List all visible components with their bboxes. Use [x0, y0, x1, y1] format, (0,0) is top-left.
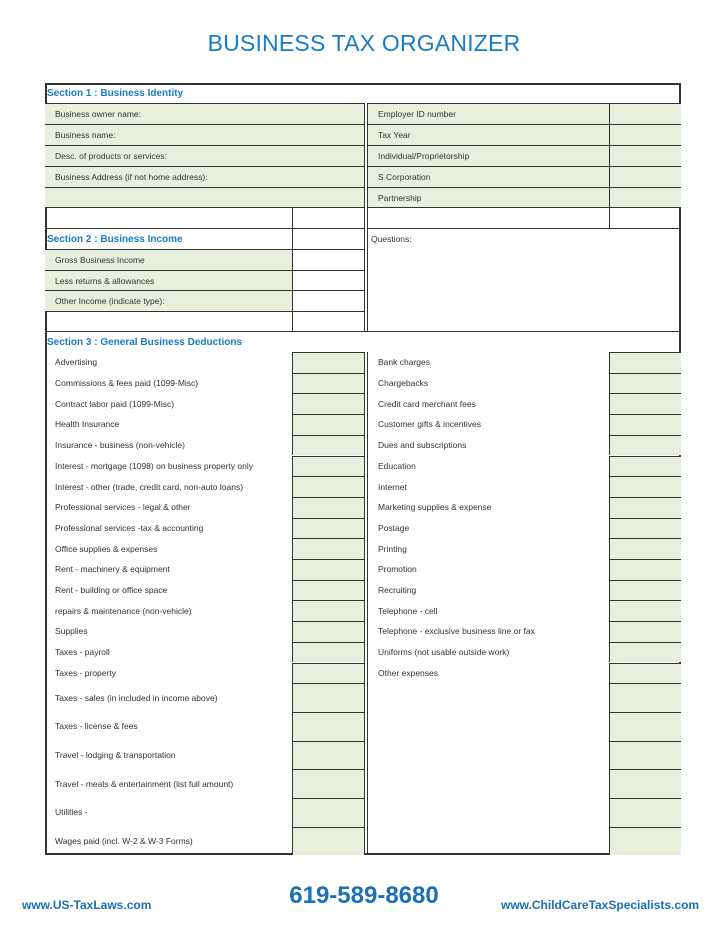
business-identity-label: Individual/Proprietorship: [368, 145, 609, 166]
deduction-amount-input[interactable]: [292, 559, 364, 580]
deduction-label: Internet: [378, 481, 407, 492]
deduction-label: Telephone - cell: [378, 605, 438, 616]
deduction-label: Promotion: [378, 564, 417, 575]
deduction-label: Printing: [378, 543, 407, 554]
income-input[interactable]: [292, 270, 364, 290]
deduction-label: Other expenses: [378, 667, 439, 678]
deduction-amount-input[interactable]: [609, 435, 681, 456]
deduction-label: Interest - other (trade, credit card, non-auto loans): [55, 481, 244, 492]
deduction-label: Dues and subscriptions: [378, 440, 467, 451]
business-identity-label: S Corporation: [368, 166, 609, 187]
deduction-amount-input[interactable]: [609, 600, 681, 621]
deduction-label: Customer gifts & incentives: [378, 419, 481, 430]
blank-input[interactable]: [609, 207, 681, 228]
deduction-amount-input[interactable]: [609, 741, 681, 770]
deduction-amount-input[interactable]: [292, 352, 364, 373]
deduction-label: Marketing supplies & expense: [378, 502, 492, 513]
deduction-amount-input[interactable]: [292, 798, 364, 827]
business-identity-input[interactable]: [609, 124, 681, 145]
deduction-amount-input[interactable]: [609, 663, 681, 684]
business-identity-label: Partnership: [368, 187, 609, 207]
deduction-label: Rent - building or office space: [55, 585, 168, 596]
deduction-label: Rent - machinery & equipment: [55, 564, 170, 575]
deduction-amount-input[interactable]: [292, 497, 364, 518]
deduction-amount-input[interactable]: [292, 712, 364, 741]
section3-heading: Section 3 : General Business Deductions: [45, 331, 681, 352]
deduction-amount-input[interactable]: [292, 600, 364, 621]
deduction-label: Education: [378, 460, 416, 471]
footer-right-url[interactable]: www.ChildCareTaxSpecialists.com: [501, 898, 700, 912]
deduction-label: Advertising: [55, 357, 98, 368]
income-input[interactable]: [292, 228, 364, 249]
deduction-amount-input[interactable]: [292, 642, 364, 663]
section2-heading: Section 2 : Business Income: [45, 228, 292, 249]
deduction-amount-input[interactable]: [292, 580, 364, 601]
deduction-amount-input[interactable]: [292, 456, 364, 477]
deduction-label: Wages paid (incl. W-2 & W-3 Forms): [55, 836, 193, 847]
deduction-amount-input[interactable]: [609, 642, 681, 663]
deduction-amount-input[interactable]: [609, 798, 681, 827]
business-identity-input[interactable]: [609, 166, 681, 187]
deduction-label: Credit card merchant fees: [378, 398, 476, 409]
deduction-amount-input[interactable]: [292, 621, 364, 642]
deduction-label: Travel - meals & entertainment (list full amount): [55, 778, 234, 789]
income-label: Gross Business Income: [45, 249, 292, 270]
questions-field[interactable]: Questions:: [368, 228, 681, 331]
deduction-amount-input[interactable]: [292, 769, 364, 798]
deduction-amount-input[interactable]: [292, 827, 364, 856]
deduction-label: Supplies: [55, 626, 88, 637]
column-divider: [364, 103, 368, 331]
deduction-amount-input[interactable]: [609, 497, 681, 518]
other-income-type-field[interactable]: [45, 311, 292, 331]
business-identity-field[interactable]: Business owner name:: [45, 103, 364, 124]
deduction-amount-input[interactable]: [292, 663, 364, 684]
deduction-amount-input[interactable]: [292, 435, 364, 456]
deduction-label: Telephone - exclusive business line or fax: [378, 626, 535, 637]
income-label: Other Income (indicate type):: [45, 290, 292, 311]
deduction-label: Contract labor paid (1099-Misc): [55, 398, 175, 409]
deduction-amount-input[interactable]: [292, 393, 364, 414]
page-title: BUSINESS TAX ORGANIZER: [207, 30, 521, 56]
deduction-amount-input[interactable]: [609, 518, 681, 539]
deduction-amount-input[interactable]: [292, 538, 364, 559]
income-input[interactable]: [292, 290, 364, 311]
blank-input[interactable]: [292, 207, 364, 228]
deduction-amount-input[interactable]: [609, 352, 681, 373]
footer-phone: 619-589-8680: [289, 882, 439, 909]
deduction-amount-input[interactable]: [609, 559, 681, 580]
business-identity-label: Employer ID number: [368, 103, 609, 124]
income-label: Less returns & allowances: [45, 270, 292, 290]
deduction-amount-input[interactable]: [609, 827, 681, 856]
deduction-label: Uniforms (not usable outside work): [378, 647, 510, 658]
blank-row: [45, 207, 292, 228]
deduction-label: Taxes - property: [55, 667, 116, 678]
business-identity-input[interactable]: [609, 145, 681, 166]
business-identity-field[interactable]: Desc. of products or services:: [45, 145, 364, 166]
deduction-amount-input[interactable]: [609, 393, 681, 414]
deduction-label: Recruiting: [378, 585, 417, 596]
deduction-amount-input[interactable]: [609, 580, 681, 601]
deduction-label: Commissions & fees paid (1099-Misc): [55, 378, 199, 389]
deduction-label: Taxes - payroll: [55, 647, 110, 658]
deduction-amount-input[interactable]: [609, 538, 681, 559]
deduction-label: Insurance - business (non-vehicle): [55, 440, 185, 451]
deduction-label: Postage: [378, 522, 410, 533]
business-identity-label: Tax Year: [368, 124, 609, 145]
deduction-label: Professional services - legal & other: [55, 502, 191, 513]
deduction-amount-input[interactable]: [609, 476, 681, 497]
deduction-label: Bank charges: [378, 357, 430, 368]
deduction-amount-input[interactable]: [292, 476, 364, 497]
deduction-label: Taxes - license & fees: [55, 721, 138, 732]
deduction-amount-input[interactable]: [609, 373, 681, 394]
deduction-label: Chargebacks: [378, 378, 429, 389]
blank-row: [368, 207, 609, 228]
deduction-label: Travel - lodging & transportation: [55, 749, 176, 760]
deduction-amount-input[interactable]: [609, 683, 681, 712]
deduction-amount-input[interactable]: [292, 373, 364, 394]
business-identity-input[interactable]: [609, 103, 681, 124]
deduction-label: Office supplies & expenses: [55, 543, 158, 554]
deduction-amount-input[interactable]: [292, 741, 364, 770]
deduction-label: Interest - mortgage (1098) on business property only: [55, 460, 253, 471]
deduction-label: Health Insurance: [55, 419, 120, 430]
section1-heading: Section 1 : Business Identity: [47, 87, 184, 99]
deduction-amount-input[interactable]: [609, 456, 681, 477]
deduction-label: repairs & maintenance (non-vehicle): [55, 605, 192, 616]
deduction-amount-input[interactable]: [292, 518, 364, 539]
deduction-label: Utilities -: [55, 807, 88, 818]
deduction-amount-input[interactable]: [609, 712, 681, 741]
deduction-amount-input[interactable]: [609, 621, 681, 642]
deduction-label: Taxes - sales (in included in income above): [55, 692, 218, 703]
business-identity-input[interactable]: [609, 187, 681, 207]
business-address-line2[interactable]: [45, 187, 364, 207]
business-identity-field[interactable]: Business name:: [45, 124, 364, 145]
deduction-amount-input[interactable]: [609, 414, 681, 435]
organizer-form: [45, 83, 681, 855]
deduction-label: Professional services -tax & accounting: [55, 522, 204, 533]
income-input[interactable]: [292, 311, 364, 331]
income-input[interactable]: [292, 249, 364, 270]
footer-left-url[interactable]: www.US-TaxLaws.com: [22, 898, 152, 912]
deduction-amount-input[interactable]: [609, 769, 681, 798]
deduction-amount-input[interactable]: [292, 683, 364, 712]
business-identity-field[interactable]: Business Address (if not home address):: [45, 166, 364, 187]
column-divider: [364, 352, 368, 855]
deduction-amount-input[interactable]: [292, 414, 364, 435]
